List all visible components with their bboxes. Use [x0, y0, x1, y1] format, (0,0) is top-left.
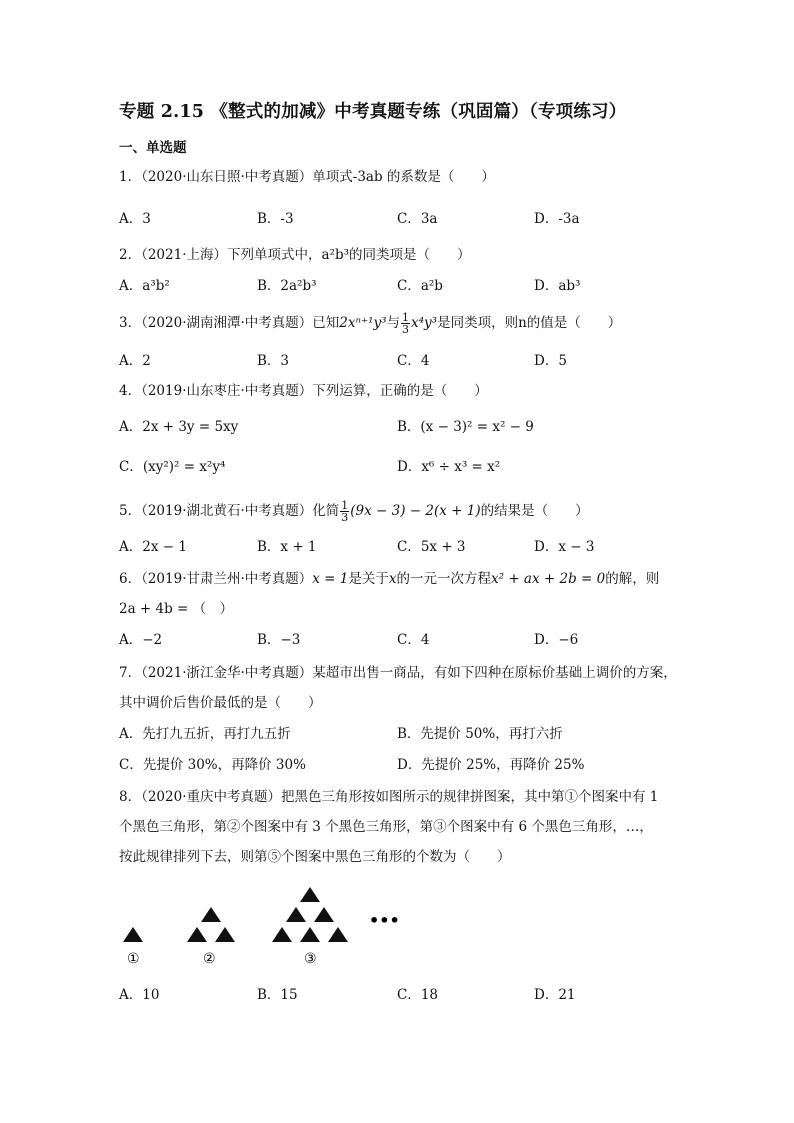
q3-fraction-denominator: 3 [402, 323, 410, 336]
pattern-label-1: ① [127, 951, 140, 967]
q5-fraction-numerator: 1 [341, 499, 349, 512]
q2-option-c: C．a²b [397, 278, 443, 294]
q7-option-a: A．先打九五折，再打九五折 [119, 726, 291, 742]
q5-stem-part-b: 的结果是（ ） [480, 503, 589, 519]
q3-fraction [401, 312, 410, 335]
q3-expr-1: 2xⁿ⁺¹y³ [339, 315, 387, 331]
q4-option-a: A．2x + 3y = 5xy [119, 419, 239, 435]
q8-stem-line-3: 按此规律排列下去，则第⑤个图案中黑色三角形的个数为（ ） [119, 849, 511, 865]
triangle-icon [286, 907, 306, 922]
triangle-icon [187, 927, 207, 942]
q1-option-c: C．3a [397, 211, 438, 227]
q6-stem-line-2: 2a + 4b = （ ） [119, 601, 234, 617]
q8-stem-line-2: 个黑色三角形，第②个图案中有 3 个黑色三角形，第③个图案中有 6 个黑色三角形，…， [119, 819, 653, 835]
section-heading: 一、单选题 [119, 140, 187, 156]
q3-fraction-numerator: 1 [402, 311, 410, 324]
q7-option-d: D．先提价 25%，再降价 25% [397, 757, 585, 773]
triangle-icon [328, 927, 348, 942]
q3-option-b: B．3 [257, 353, 290, 369]
q5-option-b: B．x + 1 [257, 539, 317, 555]
question-2-stem: 2．（2021·上海）下列单项式中，a²b³的同类项是（ ） [119, 247, 471, 263]
triangle-icon [300, 927, 320, 942]
pattern-label-2: ② [203, 951, 216, 967]
triangle-icon [314, 907, 334, 922]
q6-expr-3: x² + ax + 2b = 0 [491, 571, 606, 587]
question-4-stem: 4．（2019·山东枣庄·中考真题）下列运算，正确的是（ ） [119, 383, 488, 399]
q5-option-a: A．2x − 1 [119, 539, 187, 555]
question-8-stem: 8．（2020·重庆中考真题）把黑色三角形按如图所示的规律拼图案，其中第①个图案中有 1 [119, 789, 659, 805]
q6-option-b: B．−3 [257, 632, 301, 648]
q8-option-c: C．18 [397, 987, 439, 1003]
question-1-stem: 1．（2020·山东日照·中考真题）单项式-3ab 的系数是（ ） [119, 169, 495, 185]
q6-stem-part-c: 的一元一次方程 [396, 571, 492, 587]
q7-stem-line-2: 其中调价后售价最低的是（ ） [119, 695, 322, 711]
q3-stem-part-a: 3．（2020·湖南湘潭·中考真题）已知 [119, 315, 340, 331]
q6-stem-part-a: 6．（2019·甘肃兰州·中考真题） [119, 571, 313, 587]
q3-expr-2: x⁴y³ [411, 315, 438, 331]
q2-option-b: B．2a²b³ [257, 278, 317, 294]
page-title: 专题 2.15 《整式的加减》中考真题专练（巩固篇）（专项练习） [119, 102, 627, 122]
q5-option-c: C．5x + 3 [397, 539, 466, 555]
triangle-icon [215, 927, 235, 942]
q4-option-c: C．(xy²)² = x²y⁴ [119, 459, 226, 475]
q7-option-c: C．先提价 30%，再降价 30% [119, 757, 306, 773]
q2-option-d: D．ab³ [534, 278, 581, 294]
triangle-pattern-figure [119, 880, 419, 970]
triangle-icon [300, 887, 320, 902]
q6-stem-part-d: 的解，则 [605, 571, 660, 587]
q5-stem-part-a: 5．（2019·湖北黄石·中考真题）化简 [119, 503, 340, 519]
q4-option-d: D．x⁶ ÷ x³ = x² [397, 459, 501, 475]
q3-stem-part-b: 与 [386, 315, 401, 331]
triangle-icon [123, 927, 143, 942]
ellipsis-dots: ••• [369, 911, 400, 930]
pattern-label-3: ③ [304, 951, 317, 967]
q5-fraction [340, 500, 349, 523]
q1-option-d: D．-3a [534, 211, 580, 227]
q5-fraction-denominator: 3 [341, 511, 349, 524]
q6-expr-2: x [388, 571, 397, 587]
q6-option-c: C．4 [397, 632, 430, 648]
q1-option-b: B．-3 [257, 211, 294, 227]
q3-option-c: C．4 [397, 353, 430, 369]
question-3-stem [119, 312, 621, 335]
q2-option-a: A．a³b² [119, 278, 170, 294]
q8-option-b: B．15 [257, 987, 298, 1003]
q6-stem-part-b: 是关于 [348, 571, 389, 587]
triangle-icon [201, 907, 221, 922]
triangle-icon [272, 927, 292, 942]
q4-option-b: B．(x − 3)² = x² − 9 [397, 419, 534, 435]
q6-option-a: A．−2 [119, 632, 163, 648]
q7-option-b: B．先提价 50%，再打六折 [397, 726, 563, 742]
question-6-stem [119, 570, 659, 588]
q6-expr-1: x = 1 [312, 571, 349, 587]
q6-option-d: D．−6 [534, 632, 579, 648]
q8-option-d: D．21 [534, 987, 576, 1003]
q3-option-d: D．5 [534, 353, 567, 369]
q3-option-a: A．2 [119, 353, 151, 369]
q1-option-a: A．3 [119, 211, 151, 227]
q5-option-d: D．x − 3 [534, 539, 595, 555]
question-5-stem [119, 500, 589, 523]
question-7-stem: 7．（2021·浙江金华·中考真题）某超市出售一商品，有如下四种在原标价基础上调价的方案， [119, 665, 677, 681]
q8-option-a: A．10 [119, 987, 160, 1003]
q3-stem-part-c: 是同类项，则n的值是（ ） [437, 315, 622, 331]
q5-expr-1: (9x − 3) − 2(x + 1) [350, 503, 481, 519]
